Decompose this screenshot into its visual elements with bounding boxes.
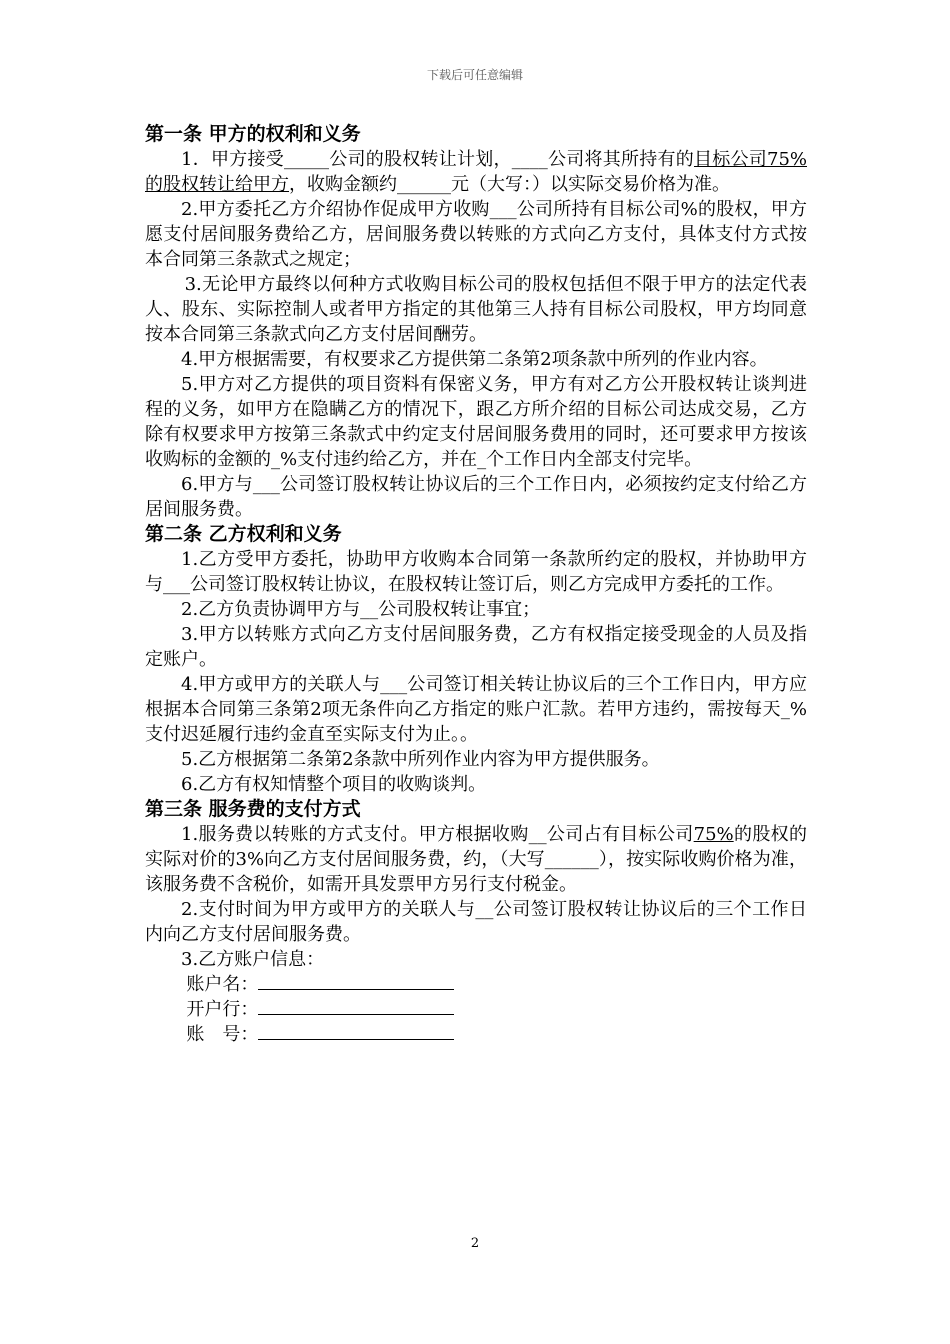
document-body <box>145 122 807 1047</box>
section-1-para-6: 6.甲方与___公司签订股权转让协议后的三个工作日内，必须按约定支付给乙方居间服务费。 <box>145 474 807 520</box>
account-name-field <box>145 972 807 997</box>
section-1-para-4: 4.甲方根据需要，有权要求乙方提供第二条第2项条款中所列的作业内容。 <box>181 349 768 370</box>
account-name-label: 账户名： <box>186 974 259 995</box>
page-header: 下载后可任意编辑 <box>426 68 523 82</box>
section-3-title: 第三条 服务费的支付方式 <box>145 798 361 820</box>
account-number-blank <box>258 1022 454 1040</box>
account-number-label: 账 号： <box>186 1024 259 1045</box>
page-number: 2 <box>470 1236 480 1251</box>
text-run: ，收购金额约______元（大写：）以实际交易价格为准。 <box>289 174 730 195</box>
underlined-text: 目标公司75%的股权转让给甲方 <box>145 149 807 195</box>
text-run: 的股权的实际对价的3%向乙方支付居间服务费，约，（大写______），按实际收购价格为准，该服务费不含税价，如需开具发票甲方另行支付税金。 <box>145 824 808 895</box>
underlined-text: 75% <box>693 824 734 845</box>
section-1-title: 第一条 甲方的权利和义务 <box>145 123 361 145</box>
section-1-para-1 <box>145 147 807 197</box>
section-2-para-2: 2.乙方负责协调甲方与__公司股权转让事宜； <box>181 599 541 620</box>
section-1-para-3: 3.无论甲方最终以何种方式收购目标公司的股权包括但不限于甲方的法定代表人、股东、实际控制人或者甲方指定的其他第三人持有目标公司股权，甲方均同意按本合同第三条款式向乙方支付居间酬劳。 <box>145 274 807 345</box>
text-run: 1.服务费以转账的方式支付。甲方根据收购__公司占有目标公司 <box>181 824 694 845</box>
section-2-title: 第二条 乙方权利和义务 <box>145 523 342 545</box>
section-3-para-1 <box>145 822 807 897</box>
section-1-para-2: 2.甲方委托乙方介绍协作促成甲方收购___公司所持有目标公司%的股权，甲方愿支付居间服务费给乙方，居间服务费以转账的方式向乙方支付，具体支付方式按本合同第三条款式之规定； <box>145 199 807 270</box>
section-3-para-2: 2.支付时间为甲方或甲方的关联人与__公司签订股权转让协议后的三个工作日内向乙方支付居间服务费。 <box>145 899 807 945</box>
section-2-para-5: 5.乙方根据第二条第2条款中所列作业内容为甲方提供服务。 <box>181 749 660 770</box>
section-3-para-3: 3.乙方账户信息： <box>181 949 325 970</box>
text-run: 1．甲方接受_____公司的股权转让计划，____公司将其所持有的 <box>181 149 694 170</box>
section-2-para-6: 6.乙方有权知情整个项目的收购谈判。 <box>181 774 487 795</box>
section-1-para-5: 5.甲方对乙方提供的项目资料有保密义务，甲方有对乙方公开股权转让谈判进程的义务，如甲方在隐瞒乙方的情况下，跟乙方所介绍的目标公司达成交易，乙方除有权要求甲方按第三条款式中约定支付居间服务费用的同时，还可要求甲方按该收购标的金额的_%支付违约给乙方，并在_个工作日内全部支付完毕。 <box>145 374 807 470</box>
section-2-para-1: 1.乙方受甲方委托，协助甲方收购本合同第一条款所约定的股权，并协助甲方与___公司签订股权转让协议，在股权转让签订后，则乙方完成甲方委托的工作。 <box>145 549 807 595</box>
section-2-para-3: 3.甲方以转账方式向乙方支付居间服务费，乙方有权指定接受现金的人员及指定账户。 <box>145 624 807 670</box>
section-2-para-4: 4.甲方或甲方的关联人与___公司签订相关转让协议后的三个工作日内，甲方应根据本合同第三条第2项无条件向乙方指定的账户汇款。若甲方违约，需按每天_%支付迟延履行违约金直至实际支付为止。。 <box>145 674 807 745</box>
bank-field <box>145 997 807 1022</box>
bank-label: 开户行： <box>186 999 259 1020</box>
bank-blank <box>258 997 454 1015</box>
account-name-blank <box>258 972 454 990</box>
account-number-field <box>145 1022 807 1047</box>
